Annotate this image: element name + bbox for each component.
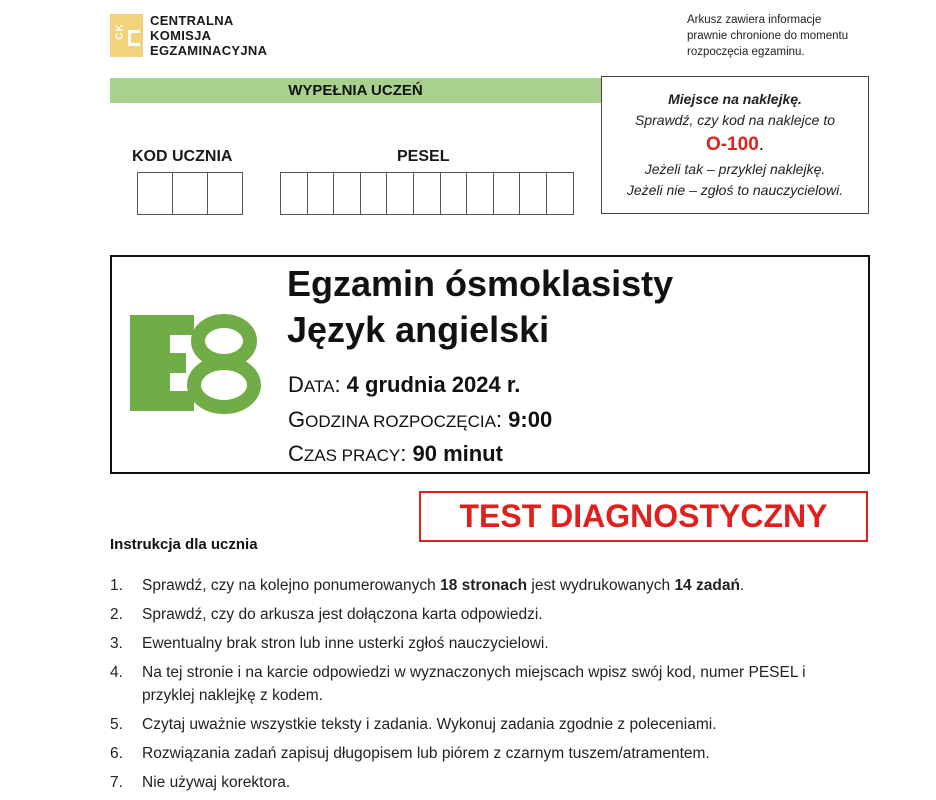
exam-start-hour	[288, 407, 552, 433]
instruction-text: Rozwiązania zadań zapisuj długopisem lub piórem z czarnym tuszem/atramentem.	[142, 745, 710, 762]
hour-value: 9:00	[508, 407, 553, 432]
instruction-item	[110, 713, 850, 736]
exam-date	[288, 372, 520, 398]
date-label-initial: D	[288, 372, 304, 397]
instruction-number: 4.	[110, 664, 123, 681]
pesel-cell[interactable]	[413, 172, 441, 215]
instruction-number: 3.	[110, 635, 123, 652]
logo-letters: CK	[114, 23, 126, 40]
sticker-code-value: O-100	[705, 134, 759, 155]
protection-note	[687, 12, 848, 60]
instruction-text: Na tej stronie i na karcie odpowiedzi w wyznaczonych miejscach wpisz swój kod, numer PESEL i przyklej naklejkę z kodem.	[142, 664, 806, 704]
student-fill-bar: WYPEŁNIA UCZEŃ	[110, 78, 601, 103]
pesel-cell[interactable]	[333, 172, 361, 215]
student-code-boxes[interactable]	[138, 172, 243, 215]
instruction-item	[110, 742, 850, 765]
sticker-title: Miejsce na naklejkę.	[668, 91, 802, 107]
time-label: CZAS PRACY:	[288, 441, 413, 466]
hour-label-initial: G	[288, 407, 306, 432]
instruction-item	[110, 603, 850, 626]
date-label: DATA:	[288, 372, 347, 397]
instruction-text: Ewentualny brak stron lub inne usterki zgłoś nauczycielowi.	[142, 635, 549, 652]
protection-note-line: prawnie chronione do momentu	[687, 30, 849, 42]
time-value: 90 minut	[412, 441, 503, 466]
instruction-number: 6.	[110, 745, 123, 762]
code-cell[interactable]	[137, 172, 173, 215]
pesel-cell[interactable]	[466, 172, 494, 215]
instruction-item	[110, 771, 850, 794]
diagnostic-test-label: TEST DIAGNOSTYCZNY	[419, 491, 868, 542]
cke-logo	[110, 14, 143, 57]
exam-duration	[288, 441, 503, 467]
instruction-number: 2.	[110, 606, 123, 623]
code-cell[interactable]	[207, 172, 243, 215]
instruction-item	[110, 632, 850, 655]
instruction-text	[142, 574, 850, 597]
institution-line: EGZAMINACYJNA	[150, 43, 268, 58]
time-label-initial: C	[288, 441, 304, 466]
instruction-number: 7.	[110, 774, 123, 791]
sticker-box	[601, 76, 869, 214]
institution-line: CENTRALNA	[150, 13, 234, 28]
pesel-cell[interactable]	[546, 172, 574, 215]
instructions-list	[110, 574, 850, 800]
instruction-text: Czytaj uważnie wszystkie teksty i zadania. Wykonuj zadania zgodnie z poleceniami.	[142, 716, 717, 733]
pesel-cell[interactable]	[360, 172, 388, 215]
pesel-cell[interactable]	[386, 172, 414, 215]
protection-note-line: rozpoczęcia egzaminu.	[687, 46, 805, 58]
pesel-cell[interactable]	[280, 172, 308, 215]
hour-label: GODZINA ROZPOCZĘCIA:	[288, 407, 509, 432]
instructions-title: Instrukcja dla ucznia	[110, 536, 258, 553]
pesel-boxes[interactable]	[281, 172, 574, 215]
date-label-rest: ATA	[303, 377, 335, 396]
exam-info-box	[110, 255, 870, 474]
protection-note-line: Arkusz zawiera informacje	[687, 14, 822, 26]
code-cell[interactable]	[172, 172, 208, 215]
logo-mark-icon	[128, 30, 140, 46]
sticker-yes-note: Jeżeli tak – przyklej naklejkę.	[644, 161, 826, 177]
pesel-cell[interactable]	[440, 172, 468, 215]
date-value: 4 grudnia 2024 r.	[346, 372, 521, 397]
sticker-instruction: Sprawdź, czy kod na naklejce to	[635, 112, 835, 128]
exam-subject: Język angielski	[287, 309, 550, 350]
instruction-text-part: .	[739, 577, 745, 594]
instruction-number: 1.	[110, 577, 123, 594]
instruction-task-count: 14 zadań	[674, 577, 740, 594]
pesel-cell[interactable]	[307, 172, 335, 215]
instruction-page-count: 18 stronach	[440, 577, 528, 594]
hour-label-rest: ODZINA ROZPOCZĘCIA	[305, 412, 496, 431]
instruction-text: Nie używaj korektora.	[142, 774, 291, 791]
institution-name	[150, 13, 267, 58]
instruction-text-part: jest wydrukowanych	[527, 577, 675, 594]
sticker-no-note: Jeżeli nie – zgłoś to nauczycielowi.	[626, 182, 844, 198]
instruction-text-part: Sprawdź, czy na kolejno ponumerowanych	[142, 577, 441, 594]
instruction-text: Sprawdź, czy do arkusza jest dołączona karta odpowiedzi.	[142, 606, 543, 623]
sticker-code-suffix: .	[758, 134, 765, 155]
instruction-item	[110, 661, 850, 707]
instruction-item	[110, 574, 850, 597]
pesel-cell[interactable]	[519, 172, 547, 215]
e8-badge-icon	[128, 313, 264, 415]
pesel-cell[interactable]	[493, 172, 521, 215]
instruction-number: 5.	[110, 716, 123, 733]
exam-title: Egzamin ósmoklasisty	[287, 263, 674, 304]
time-label-rest: ZAS PRACY	[303, 446, 401, 465]
student-code-label: KOD UCZNIA	[132, 148, 233, 165]
institution-line: KOMISJA	[150, 28, 212, 43]
sticker-code	[602, 131, 868, 159]
pesel-label: PESEL	[397, 148, 450, 165]
